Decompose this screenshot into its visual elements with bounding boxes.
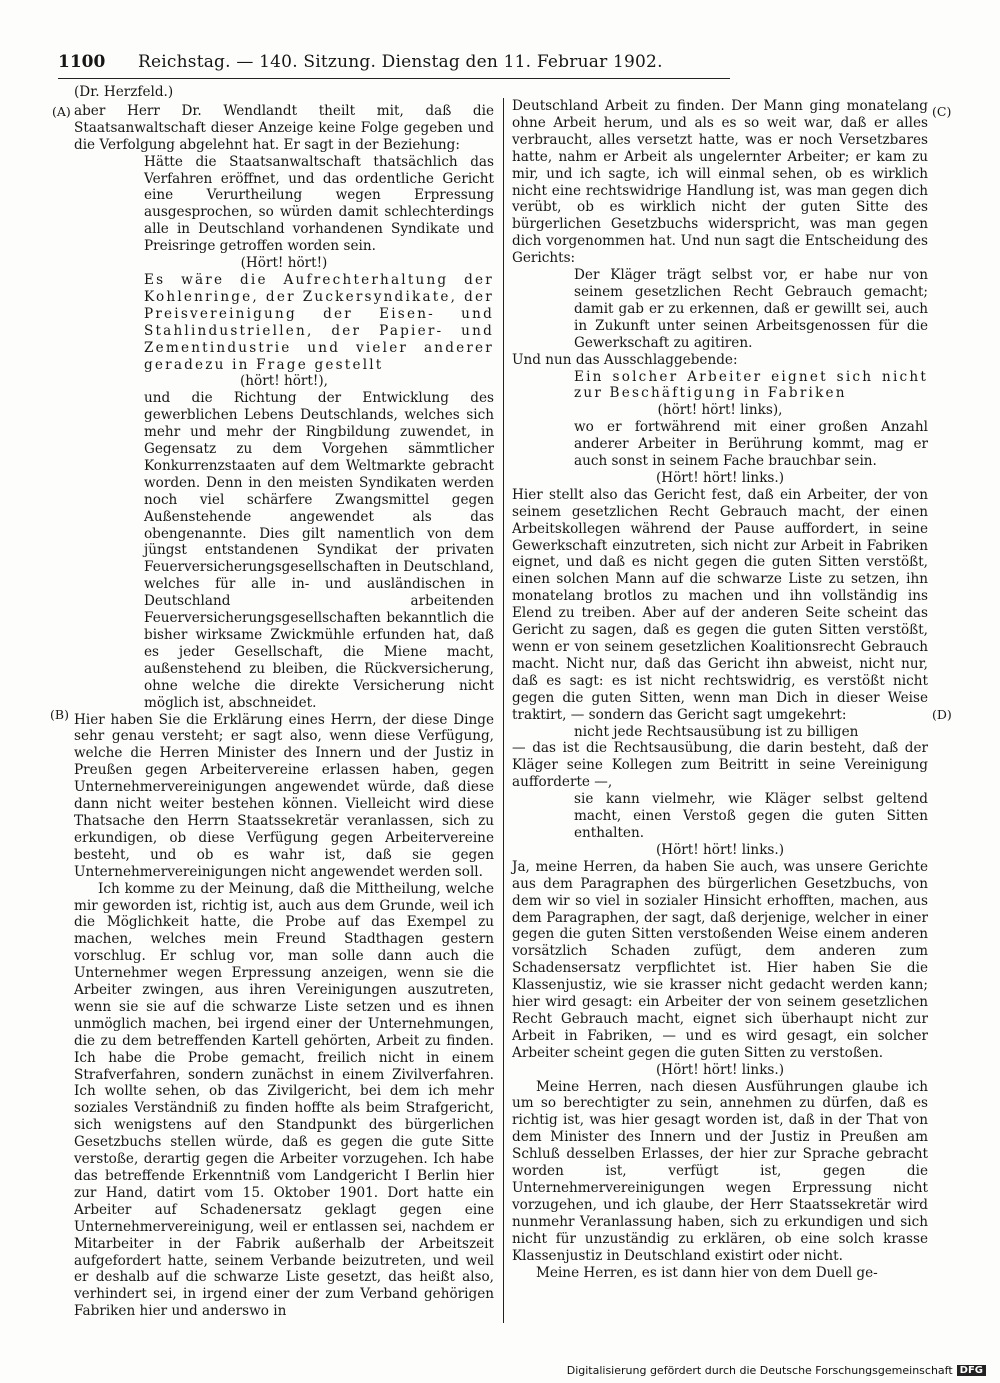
paragraph: Deutschland Arbeit zu finden. Der Mann ging monatelang ohne Arbeit herum, und als es so weit war, daß er alles verbraucht, alles versetzt hatte, was er noch Versetzbares hatte, nahm er Arbeit als ungelernter Arbeiter; er kam zu mir, und ich sagte, ich will einmal sehen, ob es wirklich nicht eine rechtswidrige Handlung ist, was man gegen dich verübt, ob es wirklich nicht der guten Sitte des bürgerlichen Gesetzbuchs widerspricht, was man gegen dich vorgenommen hat. Und nun sagt die Entscheidung des Gerichts:: [512, 98, 928, 267]
page-number: 1100: [58, 52, 106, 72]
quotation-spaced: Es wäre die Aufrechterhaltung der Kohlenringe, der Zuckersyndikate, der Preisvereinigung der Eisen- und Stahlindustriellen, der Papier- und Zementindustrie und vieler anderer geradezu in Frage gestellt: [144, 271, 494, 373]
quotation: Der Kläger trägt selbst vor, er habe nur von seinem gesetzlichen Recht Gebrauch gemacht; damit gab er zu erkennen, daß er gewillt sei, auch in Zukunft unter seinen Arbeitsgenossen für die Gewerkschaft zu agitiren.: [574, 267, 928, 351]
left-column: [74, 84, 494, 1320]
page-header: [58, 52, 730, 78]
column-divider: [503, 98, 504, 1323]
interjection: (Hört! hört! links.): [655, 841, 785, 858]
paragraph: Meine Herren, es ist dann hier von dem Duell ge-: [536, 1264, 878, 1281]
interjection: (Hört! hört! links.): [655, 1061, 785, 1078]
margin-label-a: (A): [52, 104, 71, 119]
header-rule: [58, 78, 730, 79]
paragraph: aber Herr Dr. Wendlandt theilt mit, daß die Staatsanwaltschaft dieser Anzeige keine Folge gegeben und die Verfolgung abgelehnt hat. Er sagt in der Beziehung:: [74, 102, 494, 153]
quotation-spaced: Ein solcher Arbeiter eignet sich nicht zur Beschäftigung in Fabriken: [574, 368, 928, 402]
speaker-label: (Dr. Herzfeld.): [74, 84, 174, 100]
margin-label-b: (B): [50, 707, 69, 722]
paragraph: — das ist die Rechtsausübung, die darin besteht, daß der Kläger seine Kollegen zum Beitritt in seine Vereinigung aufforderte —,: [512, 740, 928, 791]
interjection: (Hört! hört! links.): [655, 469, 785, 486]
dfg-logo: DFG: [957, 1365, 986, 1376]
quotation: nicht jede Rechtsausübung ist zu billigen: [574, 723, 859, 740]
margin-label-d: (D): [932, 707, 952, 722]
paragraph: Ich komme zu der Meinung, daß die Mittheilung, welche mir geworden ist, richtig ist, auch aus dem Grunde, weil ich die Möglichkeit hatte, die Probe auf das Exempel zu machen, welches mein Freund Stadthagen gestern vorschlug. Er schlug vor, man solle dann auch die Unternehmer wegen Erpressung anzeigen, wenn sie die Arbeiter zwingen, aus ihren Vereinigungen auszutreten, wenn sie sie auf die schwarze Liste setzen und es ihnen unmöglich machen, bei irgend einer der Unternehmungen, die zu dem betreffenden Kartell gehörten, Arbeit zu finden. Ich habe die Probe gemacht, freilich nicht in einem Strafverfahren, sondern zunächst in einem Zivilverfahren. Ich wollte sehen, ob das Zivilgericht, bei dem ich mehr soziales Verständniß zu finden hoffte als beim Strafgericht, sich wenigstens auf den Standpunkt des bürgerlichen Gesetzbuchs stellen würde, daß es gegen die gute Sitte verstoße, derartig gegen die Arbeiter vorzugehen. Ich habe das betreffende Erkenntniß vom Landgericht I Berlin hier zur Hand, datirt vom 15. Oktober 1901. Dort hatte ein Arbeiter auf Schadenersatz geklagt gegen eine Unternehmervereinigung, weil er entlassen sei, nachdem er Mitarbeiter in der Fabrik außerhalb der Arbeitszeit aufgefordert hatte, seinem Verbande beizutreten, und weil er deshalb auf die schwarze Liste gesetzt, das heißt also, verhindert sei, in irgend einer der zum Verband gehörigen Fabriken hier und anderswo in: [74, 880, 494, 1320]
footer-text: Digitalisierung gefördert durch die Deutsche Forschungsgemeinschaft: [566, 1364, 953, 1377]
running-title: Reichstag. — 140. Sitzung. Dienstag den 11. Februar 1902.: [138, 52, 663, 72]
paragraph: Und nun das Ausschlaggebende:: [512, 351, 738, 368]
paragraph: Hier stellt also das Gericht fest, daß ein Arbeiter, der von seinem gesetzlichen Recht Gebrauch macht, der einen Arbeitskollegen während der Pause auffordert, in seine Gewerkschaft einzutreten, sich nicht zur Arbeit in Fabriken eignet, und daß es nicht gegen die guten Sitten verstößt, einen solchen Mann auf die schwarze Liste zu setzen, ihn monatelang brotlos zu machen und ihn vollständig ins Elend zu treiben. Aber auf der anderen Seite scheint das Gericht zu sagen, daß es gegen die guten Sitten verstößt, wenn er von seinem gesetzlichen Koalitionsrecht Gebrauch macht. Nicht nur, daß das Gericht ihn abweist, nicht nur, daß es sagt: es ist nicht rechtswidrig, es verstößt nicht gegen die guten Sitten, wenn man Dich in dieser Weise traktirt, — sondern das Gericht sagt umgekehrt:: [512, 486, 928, 723]
interjection: (hört! hört!),: [240, 373, 328, 390]
footer-credit: [567, 1364, 986, 1377]
paragraph: Ja, meine Herren, da haben Sie auch, was unsere Gerichte aus dem Paragraphen des bürgerlichen Gesetzbuchs, von dem wir so viel in sozialer Hinsicht erhofften, machen, aus dem Paragraphen, der sagt, daß derjenige, welcher in einer gegen die guten Sitten verstoßenden Weise einem anderen vorsätzlich Schaden zufügt, dem anderen zum Schadensersatz verpflichtet ist. Hier haben Sie die Klassenjustiz, wie sie krasser nicht gedacht werden kann; hier wird gesagt: ein Arbeiter der von seinem gesetzlichen Recht Gebrauch macht, eignet sich überhaupt nicht zur Arbeit in Fabriken, — und es wird gesagt, ein solcher Arbeiter scheint gegen die guten Sitten zu verstoßen.: [512, 858, 928, 1061]
quotation: und die Richtung der Entwicklung des gewerblichen Lebens Deutschlands, welches sich mehr und mehr der Ringbildung zuwendet, in Gegensatz zu dem Vorgehen sämmtlicher Konkurrenzstaaten auf dem Weltmarkte gebracht worden. Denn in den meisten Syndikaten werden noch viel schärfere Zwangsmittel gegen Außenstehende angewendet als das obengenannte. Dies gilt namentlich von dem jüngst entstandenen Syndikat der privaten Feuerversicherungsgesellschaften in Deutschland, welches für alle in- und ausländischen in Deutschland arbeitenden Feuerversicherungsgesellschaften bekanntlich die bisher wirksame Zwickmühle erfunden hat, daß es jeder Gesellschaft, die Miene macht, außenstehend zu bleiben, die Rückversicherung, ohne welche die direkte Versicherung nicht möglich ist, abschneidet.: [144, 390, 494, 711]
quotation: Hätte die Staatsanwaltschaft thatsächlich das Verfahren eröffnet, und das ordentliche Gericht eine Verurtheilung wegen Erpressung ausgesprochen, so würden damit schlechterdings alle in Deutschland vorhandenen Syndikate und Preisringe getroffen worden sein.: [144, 153, 494, 255]
right-column: [512, 98, 928, 1281]
paragraph: Hier haben Sie die Erklärung eines Herrn, der diese Dinge sehr genau versteht; er sagt also, wenn diese Verfügung, welche die Herren Minister des Innern und der Justiz in Preußen gegen Arbeitervereine erlassen haben, gegen Unternehmervereinigungen angewendet würde, daß diese dann nicht weiter bestehen können. Vielleicht wird diese Thatsache den Herrn Staatssekretär veranlassen, sich zu erkundigen, ob diese Verfügung gegen Arbeitervereine besteht, und ob es wahr ist, daß sie gegen Unternehmervereinigungen nicht angewendet werden soll.: [74, 711, 494, 880]
margin-label-c: (C): [932, 104, 952, 119]
interjection: (hört! hört! links),: [657, 402, 783, 419]
interjection: (Hört! hört!): [240, 255, 328, 272]
paragraph: Meine Herren, nach diesen Ausführungen glaube ich um so berechtigter zu sein, annehmen zu dürfen, daß es richtig ist, was hier gesagt worden ist, daß in der That von dem Minister des Innern und der Justiz in Preußen am Schluß desselben Erlasses, der hier zur Sprache gebracht worden ist, verfügt ist, gegen die Unternehmervereinigungen wegen Erpressung nicht vorzugehen, und ich glaube, der Herr Staatssekretär wird nunmehr Veranlassung haben, sich zu erkundigen und sich nicht für unzuständig zu erklären, ob eine solch krasse Klassenjustiz in Deutschland existirt oder nicht.: [512, 1078, 928, 1264]
quotation: wo er fortwährend mit einer großen Anzahl anderer Arbeiter in Berührung kommt, mag er auch sonst in seinem Fache brauchbar sein.: [574, 419, 928, 470]
quotation: sie kann vielmehr, wie Kläger selbst geltend macht, einen Verstoß gegen die guten Sitten enthalten.: [574, 791, 928, 841]
